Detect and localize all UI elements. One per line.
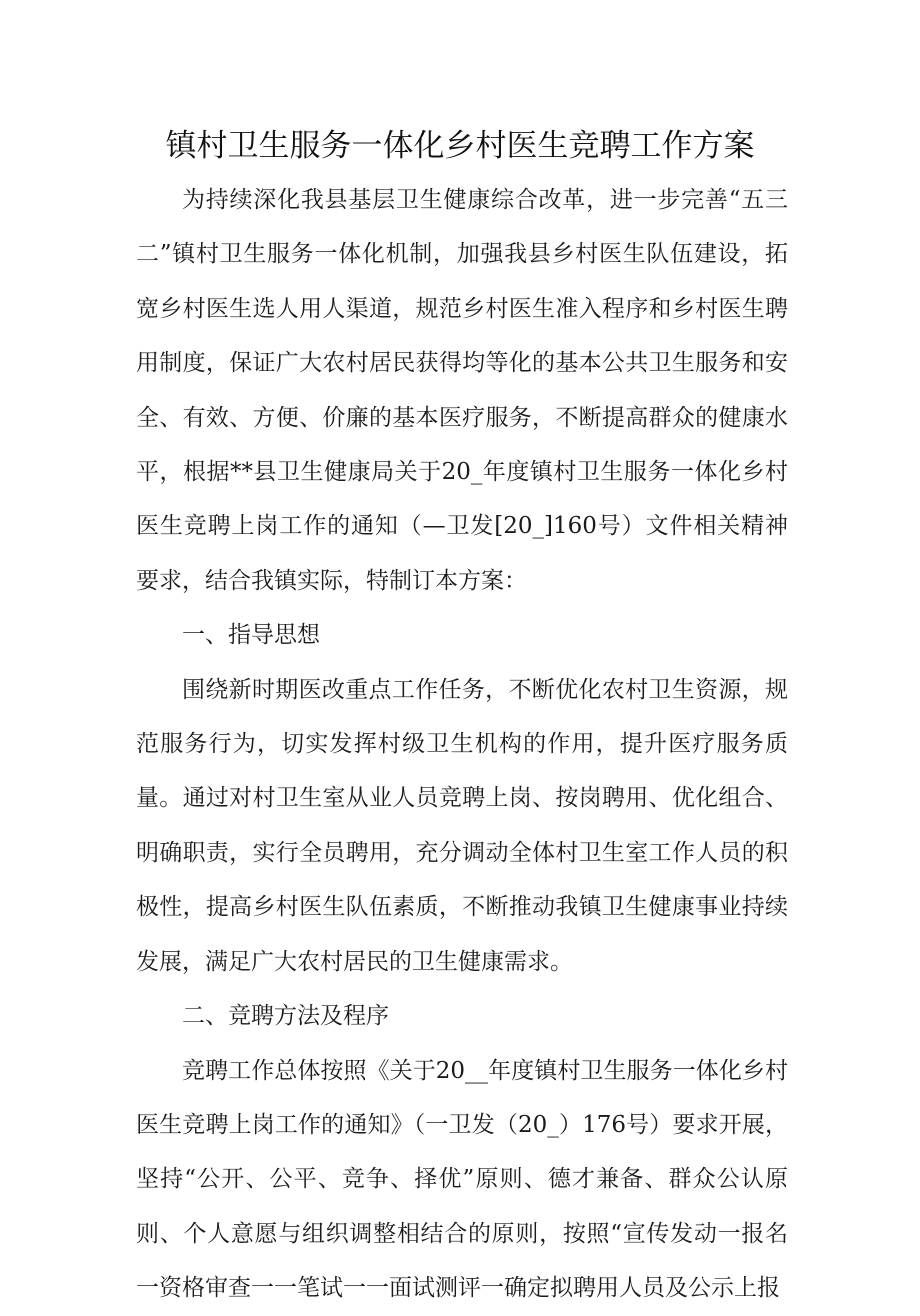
method-procedure-paragraph: 竞聘工作总体按照《关于20__年度镇村卫生服务一体化乡村医生竞聘上岗工作的通知》（一卫发（20_）176号）要求开展，坚持“公开、公平、竞争、择优”原则、德才兼备、群众公认原则、个人意愿与组织调整相结合的原则，按照“宣传发动一报名一资格审查一一笔试一一面试测评一确定拟聘用人员及公示上报 [136, 1057, 788, 1302]
document-body [136, 173, 788, 1316]
guiding-thought-paragraph: 围绕新时期医改重点工作任务，不断优化农村卫生资源，规范服务行为，切实发挥村级卫生机构的作用，提升医疗服务质量。通过对村卫生室从业人员竞聘上岗、按岗聘用、优化组合、明确职责，实行全员聘用，充分调动全体村卫生室工作人员的积极性，提高乡村医生队伍素质，不断推动我镇卫生健康事业持续发展，满足广大农村居民的卫生健康需求。 [136, 676, 788, 975]
intro-paragraph: 为持续深化我县基层卫生健康综合改革，进一步完善“五三二”镇村卫生服务一体化机制，加强我县乡村医生队伍建设，拓宽乡村医生选人用人渠道，规范乡村医生准入程序和乡村医生聘用制度，保证广大农村居民获得均等化的基本公共卫生服务和安全、有效、方便、价廉的基本医疗服务，不断提高群众的健康水平，根据**县卫生健康局关于20_年度镇村卫生服务一体化乡村医生竞聘上岗工作的通知（—卫发[20_]160号）文件相关精神要求，结合我镇实际，特制订本方案： [136, 187, 788, 594]
section-heading-guiding-thought: 一、指导思想 [182, 622, 320, 649]
section-heading-method-procedure: 二、竞聘方法及程序 [182, 1003, 389, 1030]
document-title: 镇村卫生服务一体化乡村医生竞聘工作方案 [165, 128, 755, 164]
